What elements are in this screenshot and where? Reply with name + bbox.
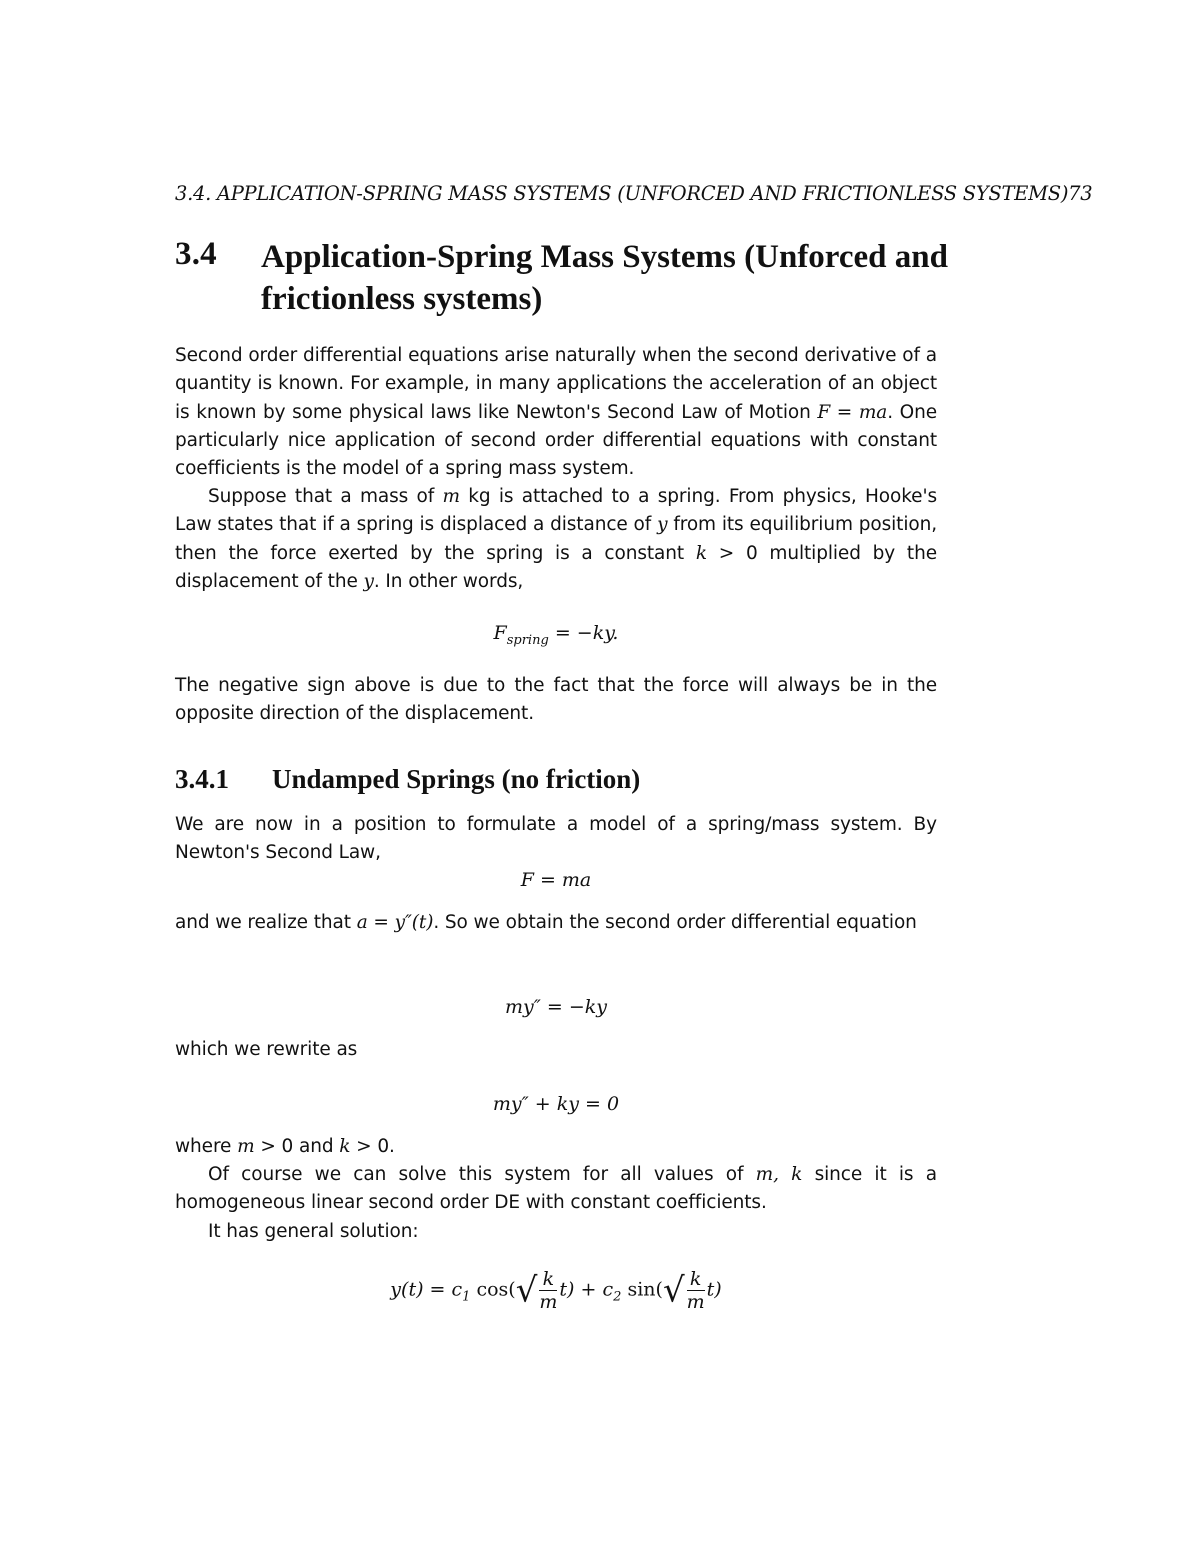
sol-c1-subscript: 1	[462, 1289, 471, 1305]
sol-c2-subscript: 2	[613, 1289, 622, 1305]
p2-var-y2: y	[363, 570, 374, 592]
p2-text-c: from its equilibrium position, then the force exerted by the spring is a constant	[175, 514, 937, 564]
p5-equation: a = y″(t)	[356, 912, 434, 933]
p5-text-b: . So we obtain the second order differential equation	[433, 912, 917, 933]
frac2-denominator: m	[686, 1291, 705, 1313]
intro-paragraph-1	[175, 342, 937, 483]
section-title: Application-Spring Mass Systems (Unforced and frictionless systems)	[261, 239, 948, 317]
body-paragraph-8	[175, 1161, 937, 1218]
intro-paragraph-3: The negative sign above is due to the fact that the force will always be in the opposite direction of the displacement.	[175, 675, 937, 725]
intro-paragraph-2	[175, 483, 937, 596]
body-paragraph-7	[175, 1133, 937, 1161]
p1-text-a: Second order differential equations arise naturally when the second derivative of a quantity is known. For example, in many applications the acceleration of an object is known by some physical laws like Newton's Second Law of Motion	[175, 345, 937, 423]
p8-text-b: since it is a homogeneous linear second order DE with constant coefficients.	[175, 1164, 937, 1214]
equation-general-solution	[175, 1268, 937, 1313]
body-paragraph-6: which we rewrite as	[175, 1039, 358, 1060]
subsection-title: Undamped Springs (no friction)	[272, 764, 641, 794]
equation-hookes-law	[175, 622, 937, 648]
p1-equation: F = ma	[817, 401, 888, 423]
frac1-numerator: k	[539, 1268, 557, 1291]
sqrt-symbol-2: √	[662, 1270, 685, 1311]
running-head: 3.4. APPLICATION-SPRING MASS SYSTEMS (UNFORCED AND FRICTIONLESS SYSTEMS)73	[175, 182, 1093, 205]
p2-text-a: Suppose that a mass of	[208, 486, 443, 507]
sol-t2: t)	[706, 1278, 722, 1301]
p7-var-m: m	[237, 1136, 255, 1157]
p7-text-a: where	[175, 1136, 238, 1157]
p8-text-a: Of course we can solve this system for all values of	[208, 1164, 756, 1185]
subsection-number: 3.4.1	[175, 764, 229, 794]
eq1-rhs: = −ky.	[548, 622, 619, 644]
sol-lhs: y(t) = c	[390, 1278, 463, 1301]
p5-text-a: and we realize that	[175, 912, 357, 933]
p8-vars: m, k	[755, 1164, 803, 1185]
fraction-k-over-m-1	[539, 1268, 557, 1313]
p7-var-k: k	[339, 1136, 351, 1157]
fraction-k-over-m-2	[687, 1268, 705, 1313]
sol-t1: t) + c	[559, 1278, 614, 1301]
eq1-lhs: F	[493, 622, 507, 644]
body-paragraph-4: We are now in a position to formulate a model of a spring/mass system. By Newton's Second Law,	[175, 814, 937, 864]
frac1-denominator: m	[539, 1291, 558, 1313]
body-paragraph-5	[175, 909, 937, 937]
p2-text-e: . In other words,	[373, 570, 524, 592]
p7-text-c: > 0.	[350, 1136, 395, 1157]
body-paragraph-9: It has general solution:	[208, 1221, 419, 1242]
sol-sin: sin(	[621, 1278, 663, 1301]
p2-text-d: > 0 multiplied by the displacement of the	[175, 542, 937, 592]
equation-newton: F = ma	[520, 869, 592, 891]
p2-text-b: kg is attached to a spring. From physics, Hooke's Law states that if a spring is displaced a distance of	[175, 486, 937, 536]
p2-var-m: m	[442, 486, 460, 507]
p2-var-y: y	[657, 514, 668, 536]
frac2-numerator: k	[687, 1268, 705, 1291]
p2-var-k: k	[695, 542, 707, 564]
p1-text-b: . One particularly nice application of second order differential equations with constant coefficients is the model of a spring mass system.	[175, 401, 937, 480]
eq1-subscript: spring	[506, 633, 549, 648]
equation-rewritten: my″ + ky = 0	[492, 1093, 620, 1115]
p7-text-b: > 0 and	[254, 1136, 340, 1157]
section-number: 3.4	[175, 236, 217, 272]
equation-motion: my″ = −ky	[504, 996, 607, 1018]
sol-cos: cos(	[470, 1278, 516, 1301]
sqrt-symbol-1: √	[515, 1270, 538, 1311]
